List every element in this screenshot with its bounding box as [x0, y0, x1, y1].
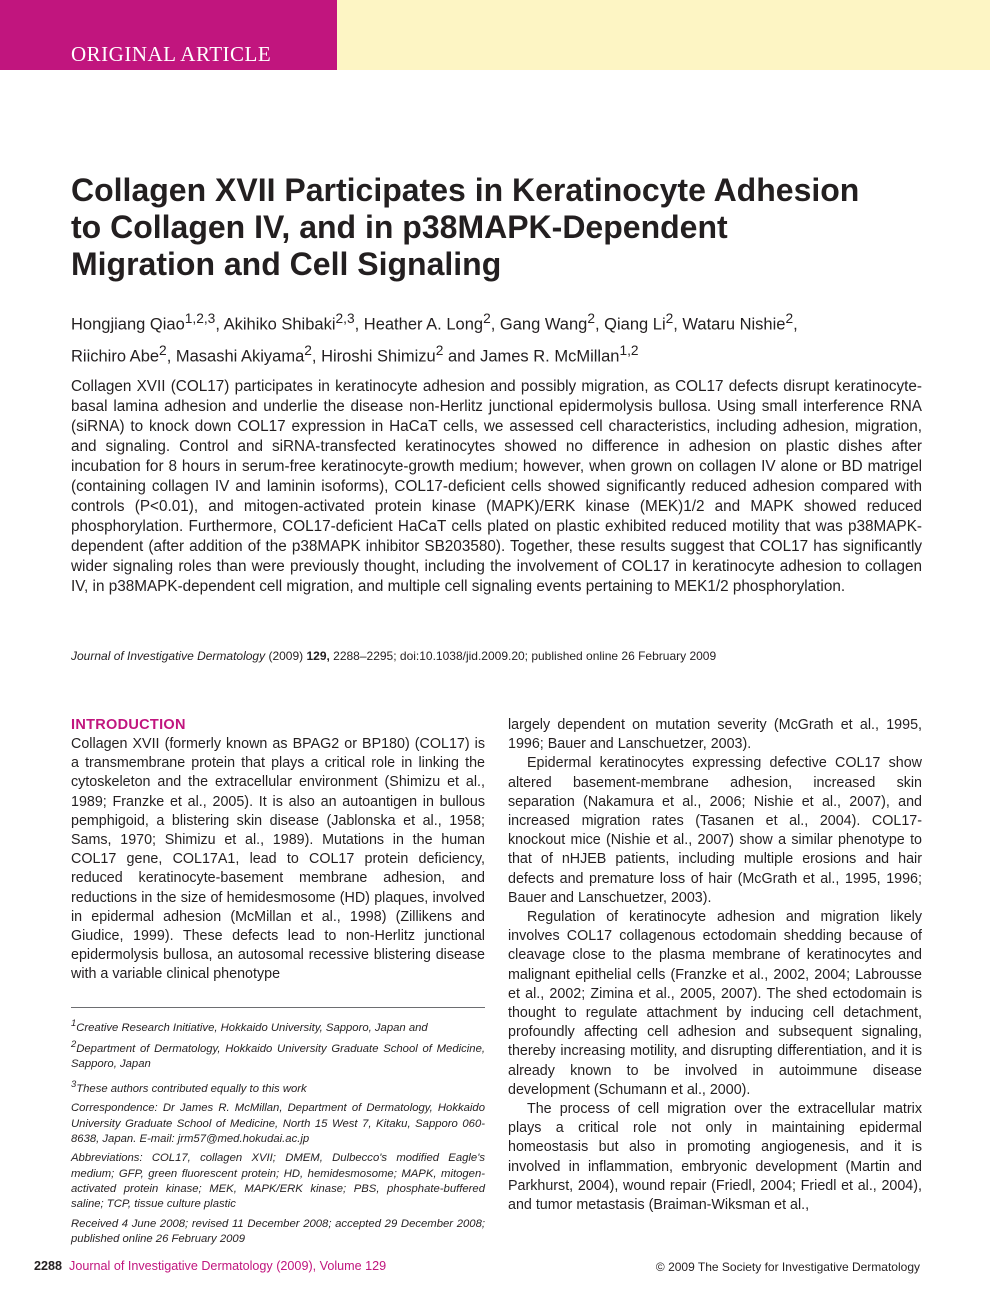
page-footer-left: [34, 1259, 386, 1273]
page-number: 2288: [34, 1259, 63, 1273]
footnote-divider: [71, 1007, 485, 1008]
citation-line: [71, 648, 931, 664]
author-name: , Heather A. Long: [354, 315, 484, 334]
affiliation-sup: 2: [587, 311, 595, 326]
title-line: Collagen XVII Participates in Keratinocyte Adhesion: [71, 172, 860, 208]
citation-details: 2288–2295; doi:10.1038/jid.2009.20; published online 26 February 2009: [329, 649, 717, 663]
title-line: Migration and Cell Signaling: [71, 246, 502, 282]
author-name: and James R. McMillan: [443, 347, 620, 365]
abbreviations-note: Abbreviations: COL17, collagen XVII; DMEM, Dulbecco's modified Eagle's medium; GFP, green fluorescent protein; HD, hemidesmosome; MAPK, mitogen-activated protein kinase; MEK, MAPK/ERK kinase; PBS, phosphate-buffered saline; TCP, tissue culture plastic: [71, 1152, 485, 1211]
author-name: , Qiang Li: [594, 315, 666, 334]
title-line: to Collagen IV, and in p38MAPK-Dependent: [71, 209, 728, 245]
affiliation-sup: 1,2,3: [184, 311, 216, 326]
author-name: , Akihiko Shibaki: [215, 315, 336, 334]
copyright-notice: © 2009 The Society for Investigative Dermatology: [655, 1260, 920, 1274]
affiliation-sup: 2: [159, 342, 167, 358]
author-separator: ,: [793, 315, 798, 334]
affiliation-sup: 2,3: [335, 311, 355, 326]
footnote-text: Department of Dermatology, Hokkaido University Graduate School of Medicine, Sapporo, Japan: [71, 1042, 485, 1071]
article-title: [71, 172, 931, 283]
citation-volume: 129,: [306, 649, 330, 663]
author-name: , Masashi Akiyama: [166, 347, 305, 365]
citation-journal: Journal of Investigative Dermatology: [71, 649, 266, 663]
introduction-heading: INTRODUCTION: [71, 717, 186, 733]
author-name: Hongjiang Qiao: [71, 315, 185, 334]
left-column: [71, 716, 485, 985]
author-name: , Gang Wang: [490, 315, 588, 334]
author-list: [71, 306, 931, 369]
author-name: , Hiroshi Shimizu: [311, 347, 436, 365]
article-type-label: ORIGINAL ARTICLE: [71, 42, 272, 66]
footnote-marker: 1: [71, 1017, 77, 1028]
citation-year: (2009): [265, 649, 307, 663]
footnote-text: Creative Research Initiative, Hokkaido University, Sapporo, Japan and: [76, 1021, 428, 1034]
received-note: Received 4 June 2008; revised 11 December 2008; accepted 29 December 2008; published online 26 February 2009: [71, 1217, 485, 1245]
affiliation-note: [71, 1015, 485, 1072]
footnotes: [71, 1015, 485, 1251]
equal-contribution-note: [71, 1076, 485, 1097]
header-banner-yellow: [337, 0, 990, 70]
affiliation-sup: 2: [785, 311, 794, 326]
affiliation-sup: 1,2: [619, 342, 639, 358]
affiliation-sup: 2: [435, 342, 444, 358]
author-name: , Wataru Nishie: [673, 315, 786, 334]
introduction-paragraph-continued: largely dependent on mutation severity (McGrath et al., 1995, 1996; Bauer and Lanschuetzer, 2003).: [508, 717, 922, 753]
introduction-paragraph: Collagen XVII (formerly known as BPAG2 or BP180) (COL17) is a transmembrane protein that plays a critical role in linking the cytoskeleton and the extracellular environment (Shimizu et al., 1989; Franzke et al., 2005). It is also an autoantigen in bullous pemphigoid, a blistering skin disease (Jablonska et al., 1958; Sams, 1970; Shimizu et al., 1989). Mutations in the human COL17 gene, COL17A1, lead to COL17 protein deficiency, reduced keratinocyte-basement membrane adhesion, and reductions in the size of hemidesmosome (HD) plaques, involved in epidermal adhesion (McMillan et al., 1998) (Zillikens and Giudice, 1999). These defects lead to non-Herlitz junctional epidermolysis bullosa, an autosomal recessive blistering disease with a variable clinical phenotype: [71, 736, 485, 983]
correspondence-note: Correspondence: Dr James R. McMillan, Department of Dermatology, Hokkaido University Graduate School of Medicine, North 15 West 7, Kitaku, Sapporo 060-8638, Japan. E-mail: jrm57@med.hokudai.ac.jp: [71, 1102, 485, 1146]
affiliation-sup: 2: [304, 342, 312, 358]
author-line: [71, 338, 931, 370]
author-name: Riichiro Abe: [71, 347, 160, 365]
footer-journal: Journal of Investigative Dermatology (2009), Volume 129: [69, 1259, 387, 1273]
author-line: [71, 306, 931, 338]
affiliation-sup: 2: [665, 311, 674, 326]
footnote-marker: 3: [71, 1078, 77, 1090]
affiliation-sup: 2: [483, 311, 491, 326]
introduction-paragraph: Regulation of keratinocyte adhesion and migration likely involves COL17 collagenous ectodomain shedding because of cleavage close to the plasma membrane of keratinocytes and malignant epithelial cells (Franzke et al., 2002, 2004; Labrousse et al., 2002; Zimina et al., 2005, 2007). The shed ectodomain is thought to regulate attachment by inducing cell detachment, profoundly affecting cell adhesion and subsequent signaling, thereby increasing motility, and disrupting differentiation, and it is already known to be involved in autoimmune disease development (Schumann et al., 2000).: [508, 909, 922, 1098]
introduction-paragraph: Epidermal keratinocytes expressing defective COL17 show altered basement-membrane adhesion, increased skin separation (Nakamura et al., 2006; Nishie et al., 2007), and increased migration rates (Tasanen et al., 2004). COL17-knockout mice (Nishie et al., 2007) show a similar phenotype to that of nHJEB patients, including multiple erosions and hair defects and premature loss of hair (McGrath et al., 1995, 1996; Bauer and Lanschuetzer, 2003).: [508, 755, 922, 906]
right-column: [508, 716, 922, 1215]
footnote-text: These authors contributed equally to this work: [76, 1083, 307, 1096]
abstract: Collagen XVII (COL17) participates in keratinocyte adhesion and possibly migration, as COL17 defects disrupt keratinocyte-basal lamina adhesion and underlie the disease non-Herlitz junctional epidermolysis bullosa. Using small interference RNA (siRNA) to knock down COL17 expression in HaCaT cells, we assessed cell characteristics, including adhesion, migration, and signaling. Control and siRNA-transfected keratinocytes showed no difference in adhesion on plastic dishes after incubation for 8 hours in serum-free keratinocyte-growth medium; however, when grown on collagen IV alone or BD matrigel (containing collagen IV and laminin isoforms), COL17-deficient cells showed significantly reduced adhesion compared with controls (P<0.01), and mitogen-activated protein kinase (MAPK)/ERK kinase (MEK)1/2 and MAPK showed reduced phosphorylation. Furthermore, COL17-deficient HaCaT cells plated on plastic exhibited reduced motility that was p38MAPK-dependent (after addition of the p38MAPK inhibitor SB203580). Together, these results suggest that COL17 has significantly wider signaling roles than were previously thought, including the involvement of COL17 in keratinocyte adhesion to collagen IV, in p38MAPK-dependent cell migration, and multiple cell signaling events pertaining to MEK1/2 phosphorylation.: [71, 378, 922, 595]
introduction-paragraph: The process of cell migration over the extracellular matrix plays a critical role not only in maintaining epidermal homeostasis but also in promoting angiogenesis, and it is involved in inflammation, embryonic development (Martin and Parkhurst, 2004), wound repair (Friedl, 2004; Friedl et al., 2004), and tumor metastasis (Braiman-Wiksman et al.,: [508, 1101, 922, 1214]
footnote-marker: 2: [71, 1038, 77, 1050]
